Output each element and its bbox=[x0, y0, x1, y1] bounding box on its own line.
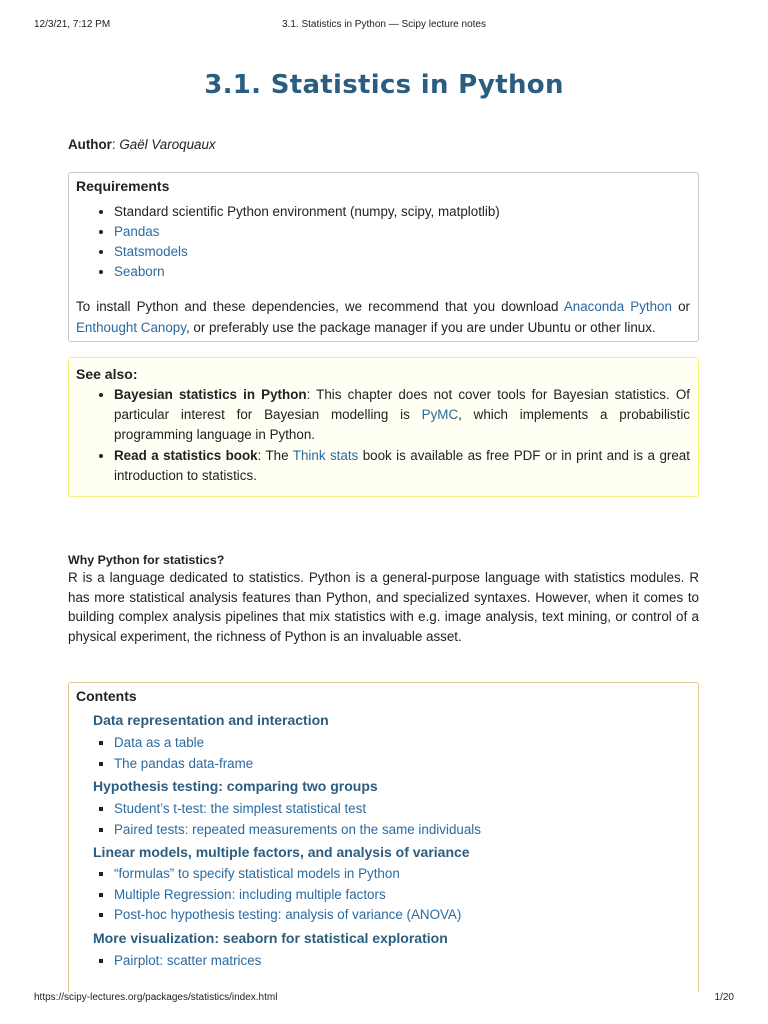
statsmodels-link[interactable]: Statsmodels bbox=[114, 244, 188, 259]
print-page-title: 3.1. Statistics in Python — Scipy lecture notes bbox=[282, 19, 486, 30]
contents-title: Contents bbox=[76, 688, 137, 704]
why-python-section bbox=[68, 552, 699, 646]
toc-item bbox=[114, 799, 481, 820]
see-also-item-text: : The bbox=[257, 448, 293, 463]
toc-sublist bbox=[95, 733, 253, 774]
toc-item bbox=[114, 951, 261, 972]
toc-section-linear-models[interactable]: Linear models, multiple factors, and analysis of variance bbox=[93, 844, 470, 860]
see-also-item-text: : This chapter does not cover tools for Bayesian statistics. Of particular interest for Bayesian modelling is bbox=[114, 387, 690, 422]
print-url: https://scipy-lectures.org/packages/statistics/index.html bbox=[34, 992, 278, 1003]
author-name: Gaël Varoquaux bbox=[119, 137, 216, 152]
toc-link-anova[interactable]: Post-hoc hypothesis testing: analysis of variance (ANOVA) bbox=[114, 907, 462, 922]
toc-section-visualization[interactable]: More visualization: seaborn for statistical exploration bbox=[93, 930, 448, 946]
toc-sublist bbox=[95, 951, 261, 972]
toc-link-pairplot[interactable]: Pairplot: scatter matrices bbox=[114, 953, 262, 968]
toc-sublist bbox=[95, 799, 481, 840]
author-label: Author bbox=[68, 137, 112, 152]
toc-link-formulas[interactable]: “formulas” to specify statistical models in Python bbox=[114, 866, 400, 881]
print-footer bbox=[34, 992, 734, 1006]
why-python-text: R is a language dedicated to statistics. Python is a general-purpose language with statistics modules. R has more statistical analysis features than Python, and specialized syntaxes. However, when it comes to building complex analysis pipelines that mix statistics with e.g. image analysis, text mining, or control of a physical experiment, the richness of Python is an invaluable asset. bbox=[68, 570, 699, 644]
toc-section-hypothesis-testing[interactable]: Hypothesis testing: comparing two groups bbox=[93, 778, 378, 794]
anaconda-link[interactable]: Anaconda Python bbox=[563, 299, 672, 314]
toc-item bbox=[114, 754, 253, 775]
print-datetime: 12/3/21, 7:12 PM bbox=[34, 19, 111, 30]
toc-link-data-as-table[interactable]: Data as a table bbox=[114, 735, 205, 750]
install-note-text: , or preferably use the package manager if you are under Ubuntu or other linux. bbox=[185, 320, 656, 335]
requirements-title: Requirements bbox=[76, 178, 170, 194]
requirement-item bbox=[114, 242, 690, 262]
think-stats-link[interactable]: Think stats bbox=[292, 448, 359, 463]
install-note-text: To install Python and these dependencies, we recommend that you download bbox=[76, 299, 564, 314]
see-also-list bbox=[95, 385, 690, 486]
requirement-text: Standard scientific Python environment (numpy, scipy, matplotlib) bbox=[114, 204, 500, 219]
requirement-item bbox=[114, 202, 690, 222]
pandas-link[interactable]: Pandas bbox=[114, 224, 160, 239]
page-title: 3.1. Statistics in Python bbox=[204, 70, 564, 100]
toc-link-pandas-dataframe[interactable]: The pandas data-frame bbox=[114, 755, 254, 771]
print-header bbox=[34, 19, 734, 33]
seaborn-link[interactable]: Seaborn bbox=[114, 264, 165, 279]
see-also-item-text: , which implements a probabilistic programming language in Python. bbox=[114, 407, 690, 442]
toc-link-t-test[interactable]: Student’s t-test: the simplest statistical test bbox=[114, 801, 367, 816]
toc-item bbox=[114, 885, 461, 906]
author-line bbox=[68, 137, 216, 152]
toc-sublist bbox=[95, 864, 461, 926]
canopy-link[interactable]: Enthought Canopy bbox=[76, 320, 186, 335]
see-also-item-text: book is available as free PDF or in print and is a great introduction to statistics. bbox=[114, 448, 690, 483]
install-note bbox=[76, 296, 690, 338]
see-also-item bbox=[114, 385, 690, 445]
toc-item bbox=[114, 733, 253, 754]
install-note-text: or bbox=[671, 299, 690, 314]
requirements-box bbox=[68, 172, 699, 342]
toc-item bbox=[114, 864, 461, 885]
toc-link-multiple-regression[interactable]: Multiple Regression: including multiple factors bbox=[114, 886, 386, 902]
see-also-box bbox=[68, 357, 699, 497]
requirement-item bbox=[114, 262, 690, 282]
requirements-list bbox=[95, 202, 690, 282]
author-separator: : bbox=[111, 137, 120, 152]
pymc-link[interactable]: PyMC bbox=[421, 407, 459, 422]
toc-section-data-representation[interactable]: Data representation and interaction bbox=[93, 712, 329, 728]
see-also-item bbox=[114, 446, 690, 486]
toc-link-paired-tests[interactable]: Paired tests: repeated measurements on the same individuals bbox=[114, 821, 481, 837]
see-also-item-bold: Bayesian statistics in Python bbox=[114, 387, 307, 402]
contents-box bbox=[68, 682, 699, 992]
toc-item bbox=[114, 820, 481, 841]
why-python-title: Why Python for statistics? bbox=[68, 553, 225, 567]
print-page-number: 1/20 bbox=[714, 992, 734, 1003]
toc-item bbox=[114, 905, 461, 926]
see-also-item-bold: Read a statistics book bbox=[114, 448, 258, 463]
see-also-title: See also: bbox=[76, 366, 138, 382]
requirement-item bbox=[114, 222, 690, 242]
